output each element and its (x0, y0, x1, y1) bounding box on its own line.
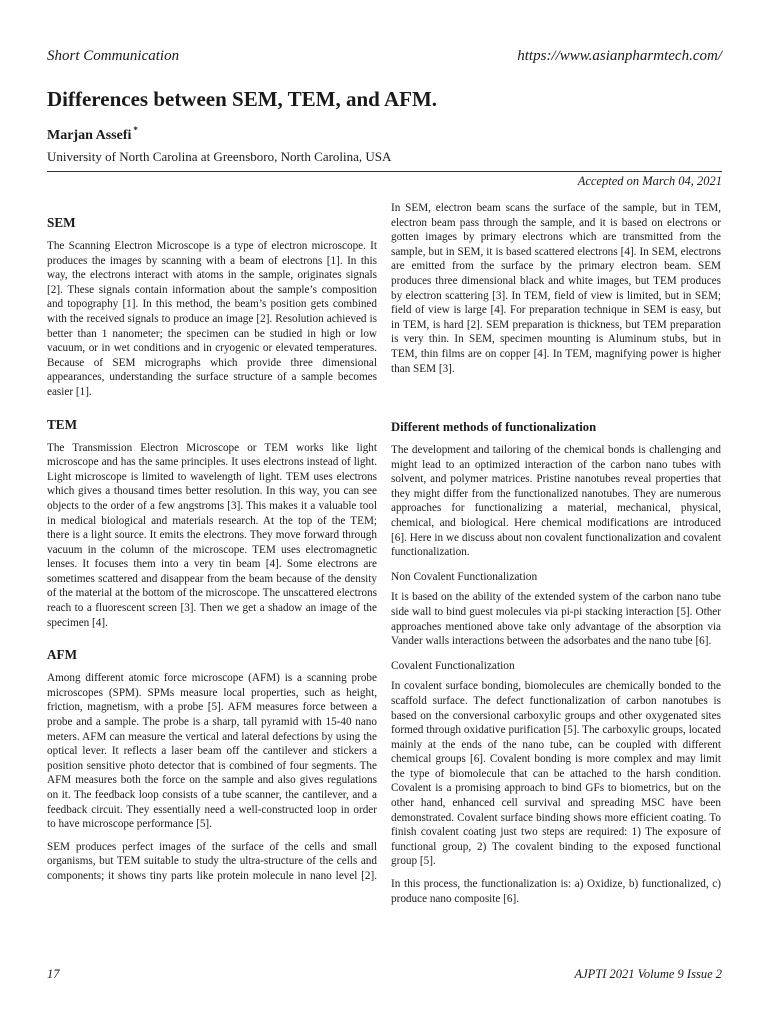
section-heading-functionalization: Different methods of functionalization (391, 420, 597, 434)
page-number: 17 (47, 967, 60, 981)
functionalization-paragraph: The development and tailoring of the chemical bonds is challenging and might lead to an optimized interaction of the carbon nano tubes with solvent, and polymer matrices. Pristine nanotubes reveal properties that they might differ from the functionalized nanotubes. They are numerous approaches for functionalizing a material, mechanical, physical, chemical, and biological. Here chemical modifications are introduced [6]. Here in we discuss about non covalent functionalization and covalent functionalization. (391, 444, 721, 559)
comparison-paragraph-continued (391, 201, 721, 407)
author (47, 121, 138, 145)
process-paragraph: In this process, the functionalization is: a) Oxidize, b) functionalized, c) produce nano composite [6]. (391, 878, 721, 905)
article-title: Differences between SEM, TEM, and AFM. (47, 87, 438, 111)
affiliation: University of North Carolina at Greensboro, North Carolina, USA (47, 149, 392, 164)
non-covalent-paragraph: It is based on the ability of the extended system of the carbon nano tube side wall to bind guest molecules via pi-pi stacking interaction [5]. Other approaches mentioned above take only advantage of the absorption via Vander walls interactions between the adsorbates and the nano tube [6]. (391, 591, 721, 648)
covalent-paragraph: In covalent surface bonding, biomolecules are chemically bonded to the scaffold surface. The defect functionalization of carbon nanotubes is based on the conversional carboxylic groups and other oxygenated sites formed through oxidative purification [5]. The carboxylic groups, located mainly at the ends of the nano tube, can be coupled with different chemical groups [6]. Covalent bonding is more complex and may limit the type of biomolecule that can be attached to the harsh condition. Covalent is a promising approach to bind GFs to biometrics, but on the other hand, enhanced cell survival and spreading MSC have been demonstrated. Covalent surface binding shows more efficient coating. To finish covalent coating just two steps are required: 1) The exposure of functional group, 2) The covalent binding to the exposed functional group [5]. (391, 680, 721, 868)
journal-url[interactable]: https://www.asianpharmtech.com/ (517, 48, 722, 64)
left-column (47, 214, 377, 884)
section-heading-tem: TEM (47, 416, 78, 432)
comparison-paragraph: SEM produces perfect images of the surface of the cells and small organisms, but TEM suitable to study the ultra-structure of the cells and components; it shows tiny parts like protein molecule in nano level [2]. (47, 840, 377, 882)
comparison-continued-text: In SEM, electron beam scans the surface of the sample, but in TEM, electron beam pass through the sample, and it is based on electrons or gotten images by primary electrons which are transmitted from the sample, but in SEM, it is based scattered electrons [4]. In SEM, electrons are emitted from the surface by the primary electron beam. SEM produces three dimensional black and white images, but TEM produces by electron scattering [3]. In TEM, field of view is limited, but in SEM; field of view is large [4]. For preparation technique in SEM is easy, but in TEM, is hard [2]. SEM preparation is thickness, but TEM preparation is very thin. In SEM, specimen mounting is Aluminum stubs, but in TEM, thin films are on copper [4]. In TEM, magnifying power is higher than SEM [3]. (391, 201, 721, 375)
accepted-date: Accepted on March 04, 2021 (577, 174, 722, 188)
author-mark: * (133, 125, 138, 135)
subheading-covalent: Covalent Functionalization (391, 659, 515, 672)
section-heading-afm: AFM (47, 647, 78, 663)
header-divider (47, 171, 722, 172)
author-name: Marjan Assefi (47, 128, 132, 143)
tem-paragraph: The Transmission Electron Microscope or TEM works like light microscope and has the same principles. It uses electrons instead of light. Light microscope is limited to wavelength of light. TEM uses electrons which gives a thousand times better resolution. In this way, you can see objects to the order of a few angstroms [3]. This makes it a valuable tool in medical biological and materials research. At the top of the TEM; there is a light source. It emits the electrons. They move forward through vacuum in the column of the microscope. TEM uses electromagnetic lenses. It focuses them into a very tin beam [4]. Some electrons are sometimes scattered and disappear from the beam because of the density of the material at the bottom of the microscope. The unscattered electrons reach to a fluorescent screen [3]. Then we get a shadow an image of the specimen [4]. (47, 441, 377, 629)
right-column (391, 201, 721, 914)
sem-paragraph: The Scanning Electron Microscope is a type of electron microscope. It produces the images by scanning with a beam of electrons [1]. In this way, the electrons interact with atoms in the sample, originates signals [2]. These signals contain information about the sample’s composition and topography [1]. In this method, the beam’s position gets combined with the received signals to produce an image [2]. Resolution achieved is better than 1 nanometer; the specimen can be studied in high or low vacuum, or in wet conditions and in cryogenic or elevated temperatures. Because of SEM micrographs which provide three dimensional appearances, understanding the surface structure of a sample becomes easier [1]. (47, 240, 377, 398)
running-header-type: Short Communication (47, 48, 180, 64)
subheading-non-covalent: Non Covalent Functionalization (391, 570, 538, 583)
section-heading-sem: SEM (47, 215, 76, 230)
afm-paragraph: Among different atomic force microscope (AFM) is a scanning probe microscopes (SPM). SPMs measure local properties, such as height, friction, magnetism, with a probe [5]. AFM measures force between a probe and a sample. The probe is a sharp, tall pyramid with 15-40 nano meters. AFM can measure the vertical and lateral defections by using the optical lever. It reflects a laser beam off the cantilever and stickers a position sensitive photo detector that is combined of four segments. The AFM measures both the force on the sample and also gives regulations on it. The feedback loop consists of a tube scanner, the cantilever, and a feedback circuit. They essentially need a well-constructed loop in order to have microscope performance [5]. (47, 672, 377, 831)
journal-citation: AJPTI 2021 Volume 9 Issue 2 (574, 967, 722, 981)
